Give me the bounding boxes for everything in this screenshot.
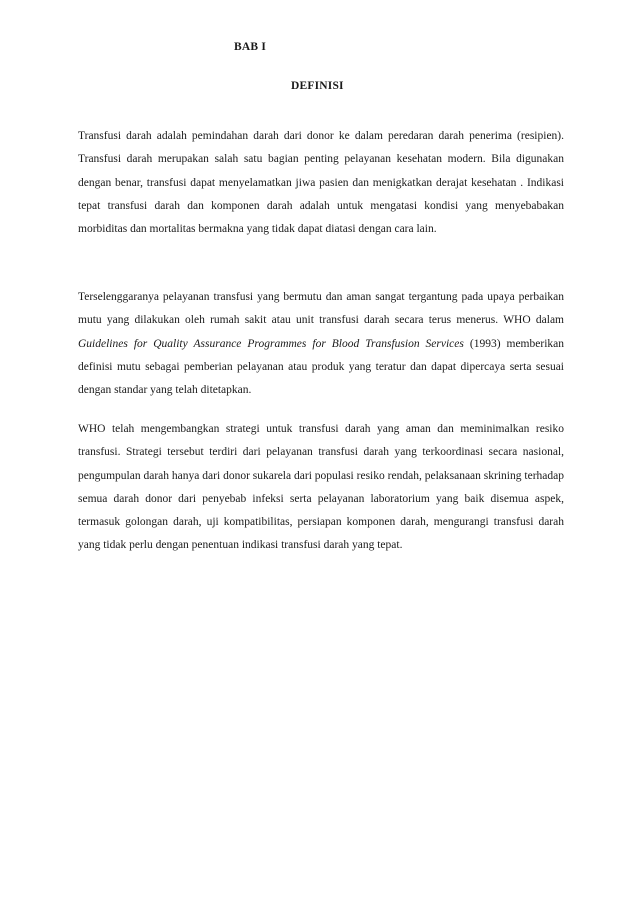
paragraph-quality-text-start: Terselenggaranya pelayanan transfusi yang bermutu dan aman sangat tergantung pada upaya perbaikan mutu yang dilakukan oleh rumah sakit atau unit transfusi darah secara terus menerus. WHO dalam: [78, 291, 564, 327]
paragraph-strategy: WHO telah mengembangkan strategi untuk transfusi darah yang aman dan meminimalkan resiko transfusi. Strategi tersebut terdiri dari pelayanan transfusi darah yang terkoordinasi secara nasional, pengumpulan darah hanya dari donor sukarela dari populasi resiko rendah, pelaksanaan skrining terhadap semua darah donor dari penyebab infeksi serta pelayanan laboratorium yang baik disemua aspek, termasuk golongan darah, uji kompatibilitas, persiapan komponen darah, mengurangi transfusi darah yang tidak perlu dengan penentuan indikasi transfusi darah yang tepat.: [78, 423, 564, 552]
guideline-title: Guidelines for Quality Assurance Programmes for Blood Transfusion Services: [78, 337, 464, 350]
paragraph-quality: [78, 286, 564, 402]
paragraph-quality-text-end: (1993) memberikan definisi mutu sebagai pemberian pelayanan atau produk yang teratur dan dapat dipercaya serta sesuai dengan standar yang telah ditetapkan.: [78, 337, 564, 397]
chapter-number: BAB I: [234, 41, 266, 53]
paragraph-definition: Transfusi darah adalah pemindahan darah dari donor ke dalam peredaran darah penerima (resipien). Transfusi darah merupakan salah satu bagian penting pelayanan kesehatan modern. Bila digunakan dengan benar, transfusi dapat menyelamatkan jiwa pasien dan menigkatkan derajat kesehatan . Indikasi tepat transfusi darah dan komponen darah adalah untuk mengatasi kondisi yang menyebabakan morbiditas dan mortalitas bermakna yang tidak dapat diatasi dengan cara lain.: [78, 130, 564, 236]
chapter-title: DEFINISI: [291, 80, 344, 92]
